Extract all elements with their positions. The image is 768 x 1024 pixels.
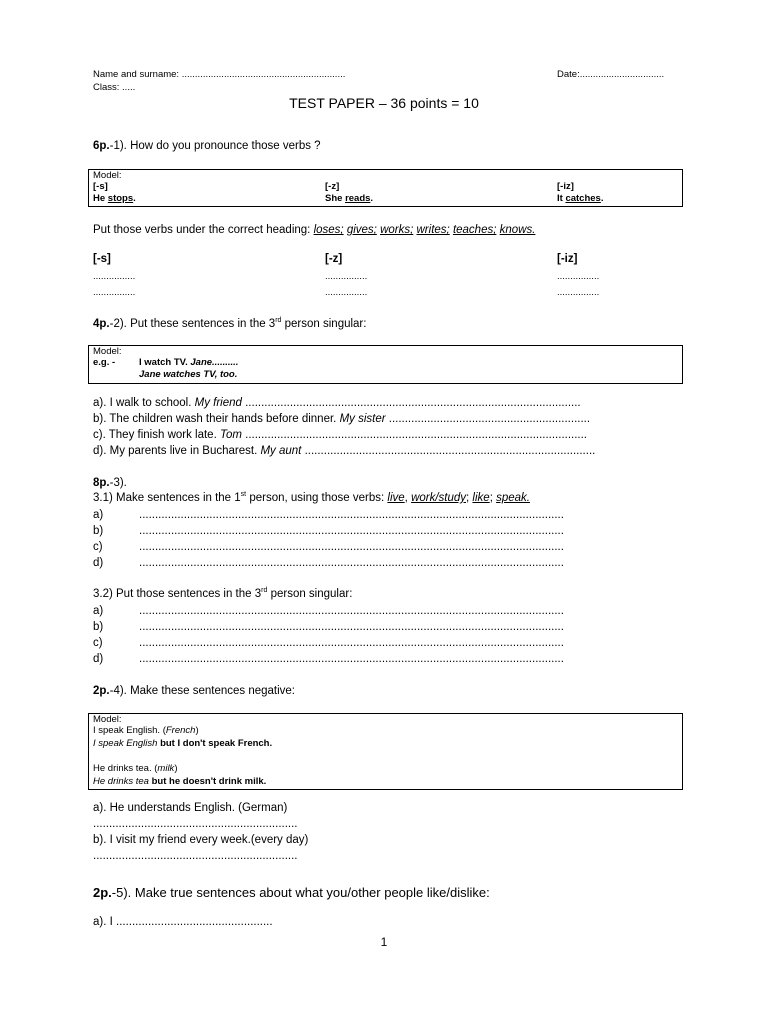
date-label: Date: [557, 69, 580, 80]
name-blank: .............................................................. [181, 69, 346, 80]
ex1-heading-z: [-z] [325, 253, 343, 265]
answer-blank[interactable]: ................ [93, 287, 136, 298]
date-field [557, 69, 664, 80]
verb-1: loses; [313, 224, 344, 236]
ex3-sub2-instruction: 3.2) Put those sentences in the 3rd person singular: [93, 587, 353, 600]
answer-blank[interactable]: ................ [93, 271, 136, 282]
ex5-points: 2p. [93, 885, 112, 900]
answer-blank[interactable]: ................ [557, 287, 600, 298]
ex3-sub1-letter: d) [93, 557, 104, 569]
ex1-model-label: Model: [93, 170, 122, 181]
answer-blank[interactable]: ................................................................ [93, 818, 298, 830]
page-title: TEST PAPER – 36 points = 10 [289, 95, 479, 111]
ex4-item-b: b). I visit my friend every week.(every day) [93, 834, 309, 846]
answer-blank[interactable]: ................ [325, 287, 368, 298]
ex3-sub2-letter: d) [93, 653, 104, 665]
verb-5: teaches; [452, 224, 497, 236]
name-field [93, 69, 345, 80]
ex3-sub2-letter: a) [93, 605, 104, 617]
page-number: 1 [380, 935, 388, 949]
answer-blank[interactable]: ..................................................................................................................................... [139, 605, 564, 617]
ex1-example-s: He stops. [93, 193, 136, 204]
ex3-sub2-letter: b) [93, 621, 104, 633]
answer-blank[interactable]: ..................................................................................................................................... [139, 541, 564, 553]
ex3-heading: 8p.-3). [93, 477, 127, 489]
ex4-heading: 2p.-4). Make these sentences negative: [93, 685, 296, 697]
answer-blank[interactable]: ..................................................................................................................................... [139, 525, 564, 537]
ex1-points: 6p. [93, 140, 110, 152]
answer-blank[interactable]: ..................................................................................................................................... [139, 557, 564, 569]
class-label: Class: [93, 82, 120, 93]
answer-blank[interactable]: ......................................................................................................... [241, 397, 581, 409]
ex3-sub2-letter: c) [93, 637, 103, 649]
ex2-model-line2: Jane watches TV, too. [139, 369, 238, 380]
ex1-col-head-z: [-z] [325, 181, 340, 192]
ex2-item-b: b). The children wash their hands before dinner. My sister ............................................................... [93, 413, 591, 425]
ex2-item-c: c). They finish work late. Tom ........................................................................................................... [93, 429, 588, 441]
ex3-sub1-letter: c) [93, 541, 103, 553]
ex1-instruction: -1). How do you pronounce those verbs ? [109, 140, 321, 152]
answer-blank[interactable]: ................................................. [116, 916, 273, 928]
ex2-item-a: a). I walk to school. My friend ......................................................................................................... [93, 397, 581, 409]
answer-blank[interactable]: ..................................................................................................................................... [139, 621, 564, 633]
date-blank: ................................ [579, 69, 665, 80]
verb-6: knows. [499, 224, 536, 236]
ex3-sub1-instruction: 3.1) Make sentences in the 1st person, using those verbs: live, work/study; like; speak. [93, 491, 530, 504]
ex4-model-line1: I speak English. (French) [93, 725, 199, 736]
ex1-col-head-s: [-s] [93, 181, 108, 192]
ex4-item-a: a). He understands English. (German) [93, 802, 288, 814]
ex4-model-line2: I speak English but I don't speak French. [93, 738, 273, 749]
verb-3: works; [380, 224, 414, 236]
answer-blank[interactable]: ..................................................................................................................................... [139, 637, 564, 649]
answer-blank[interactable]: ..................................................................................................................................... [139, 653, 564, 665]
answer-blank[interactable]: ................ [557, 271, 600, 282]
ex2-model-line1: I watch TV. Jane.......... [139, 357, 239, 368]
ex3-sub1-letter: b) [93, 525, 104, 537]
verb-2: gives; [346, 224, 377, 236]
class-field [93, 82, 135, 93]
answer-blank[interactable]: ........................................................................................................... [241, 429, 588, 441]
ex4-model-label: Model: [93, 714, 122, 725]
ex4-points: 2p. [93, 685, 110, 697]
ex2-points: 4p. [93, 318, 110, 330]
ex3-sub1-letter: a) [93, 509, 104, 521]
ex2-heading: 4p.-2). Put these sentences in the 3rd person singular: [93, 317, 367, 330]
ex3-points: 8p. [93, 477, 110, 489]
ex1-col-head-iz: [-iz] [557, 181, 574, 192]
ex2-model-label: Model: [93, 346, 122, 357]
name-label: Name and surname: [93, 69, 180, 80]
class-blank: ..... [122, 82, 136, 93]
ex1-heading [93, 140, 321, 152]
ex4-model-line3: He drinks tea. (milk) [93, 763, 178, 774]
ex5-item-a: a). I ................................................. [93, 916, 273, 928]
ex1-example-z: She reads. [325, 193, 374, 204]
ex1-example-iz: It catches. [557, 193, 604, 204]
ex2-eg: e.g. - [93, 357, 116, 368]
verb-4: writes; [416, 224, 450, 236]
ex1-heading-s: [-s] [93, 253, 111, 265]
answer-blank[interactable]: ..................................................................................................................................... [139, 509, 564, 521]
answer-blank[interactable]: ........................................................................................... [301, 445, 596, 457]
ex5-heading: 2p.-5). Make true sentences about what you/other people like/dislike: [93, 885, 490, 900]
ex1-put-instruction: Put those verbs under the correct heading: loses; gives; works; writes; teaches; knows. [93, 224, 536, 236]
ex1-heading-iz: [-iz] [557, 253, 578, 265]
answer-blank[interactable]: ................ [325, 271, 368, 282]
answer-blank[interactable]: ................................................................ [93, 850, 298, 862]
ex4-model-line4: He drinks tea but he doesn't drink milk. [93, 776, 267, 787]
ex2-item-d: d). My parents live in Bucharest. My aunt ........................................................................................... [93, 445, 596, 457]
answer-blank[interactable]: ............................................................... [385, 413, 591, 425]
